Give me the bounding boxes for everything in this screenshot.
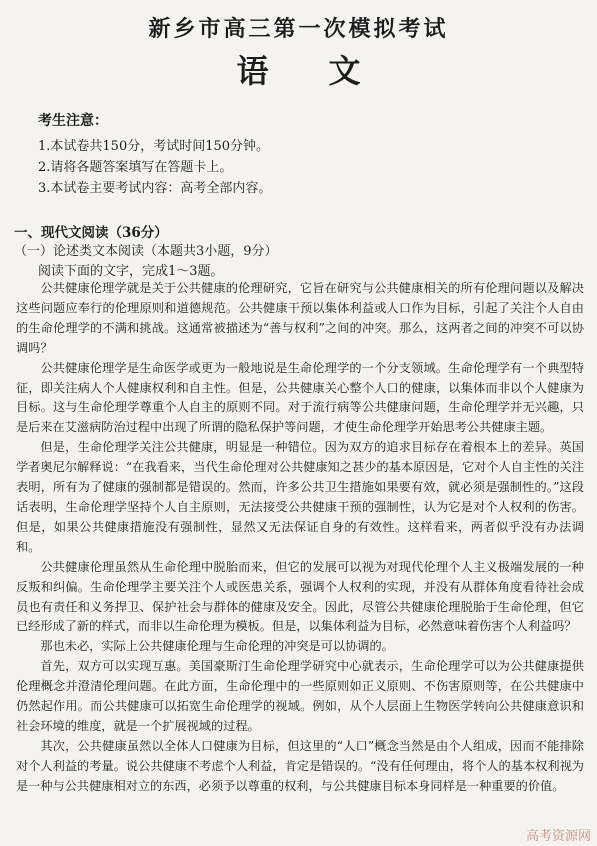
notice-item: 3.本试卷主要考试内容：高考全部内容。: [38, 181, 272, 196]
notice-item: 2.请将各题答案填写在答题卡上。: [38, 160, 233, 175]
passage-paragraph: 公共健康伦理学是生命医学或更为一般地说是生命伦理学的一个分支领域。生命伦理学有一个典型特征，即关注病人个人健康权利和自主性。但是，公共健康关心整个人口的健康，以集体而非以个人健康为目标。这与生命伦理学尊重个人自主的原则不同。对于流行病等公共健康问题，生命伦理学并无兴趣，只是后来在艾滋病防治过程中出现了所谓的隐私保护等问题，才使生命伦理学开始思考公共健康主题。: [16, 360, 584, 435]
reading-instruction: 阅读下面的文字，完成1～3题。: [38, 264, 224, 279]
passage-paragraph: 但是，生命伦理学关注公共健康，明显是一种错位。因为双方的追求目标存在着根本上的差异。英国学者奥尼尔解释说：“在我看来，当代生命伦理对公共健康知之甚少的基本原因是，它对个人自主性的关注表明，所有为了健康的强制都是错误的。然而，许多公共卫生措施如果要有效，就必须是强制性的。”这段话表明，生命伦理学坚持个人自主原则，无法接受公共健康干预的强制性，认为它是对个人权利的伤害。但是，如果公共健康措施没有强制性，显然又无法保证自身的有效性。这样看来，两者似乎没有办法调和。: [16, 440, 584, 554]
section-heading: 一、现代文阅读（36分）: [14, 225, 168, 241]
watermark-logo: 高考资源网: [525, 829, 591, 844]
passage-paragraph: 首先，双方可以实现互惠。美国豪斯汀生命伦理学研究中心就表示，生命伦理学可以为公共健康提供伦理概念并澄清伦理问题。在此方面，生命伦理中的一些原则如正义原则、不伤害原则等，在公共健康中仍然起作用。而公共健康可以拓宽生命伦理学的视域。例如，从个人层面上生物医学转向公共健康意识和社会环境的维度，就是一个扩展视域的过程。: [16, 659, 584, 733]
notice-item: 1.本试卷共150分，考试时间150分钟。: [38, 139, 270, 154]
exam-title: 新乡市高三第一次模拟考试: [148, 16, 449, 42]
notice-heading: 考生注意：: [38, 113, 108, 129]
reading-passage: [16, 279, 584, 797]
sub-section-heading: （一）论述类文本阅读（本题共3小题，9分）: [14, 244, 278, 259]
passage-paragraph: 公共健康伦理学就是关于公共健康的伦理研究，它旨在研究与公共健康相关的所有伦理问题以及解决这些问题应奉行的伦理原则和道德规范。公共健康干预以集体利益或人口作为目标，引起了关注个人自由的生命伦理学的不满和挑战。这通常被描述为“善与权利”之间的冲突。那么，这两者之间的冲突不可以协调吗？: [16, 281, 584, 355]
passage-paragraph: 其次，公共健康虽然以全体人口健康为目标，但这里的“人口”概念当然是由个人组成，因而不能排除对个人利益的考量。说公共健康不考虑个人利益，肯定是错误的。“没有任何理由，将个人的基本权利视为是一种与公共健康相对立的东西，必须予以尊重的权利，与公共健康目标本身同样是一种重要的价值。: [16, 738, 584, 793]
passage-paragraph: 那也未必，实际上公共健康伦理与生命伦理的冲突是可以协调的。: [40, 639, 394, 654]
passage-paragraph: 公共健康伦理虽然从生命伦理中脱胎而来，但它的发展可以视为对现代伦理个人主义极端发展的一种反叛和纠偏。生命伦理学主要关注个人或医患关系，强调个人权利的实现，并没有从群体角度看待社会成员也有责任和义务捍卫、保护社会与群体的健康及安全。因此，尽管公共健康伦理脱胎于生命伦理，但它已经形成了新的样式，而非以生命伦理为模板。但是，以集体利益为目标，必然意味着伤害个人利益吗？: [16, 559, 584, 634]
subject-title: 语文: [236, 52, 421, 90]
